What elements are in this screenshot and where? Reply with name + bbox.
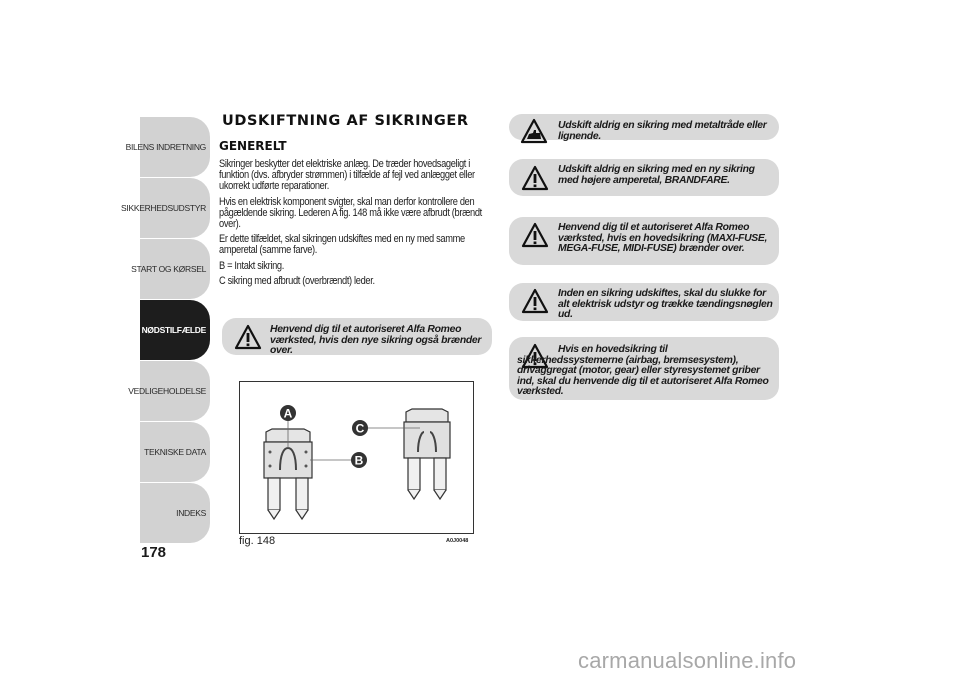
tab-label: BILENS INDRETNING: [125, 142, 206, 152]
paragraph: B = Intakt sikring.: [219, 259, 284, 272]
warning-triangle-icon: [521, 165, 549, 191]
blown-fuse: [404, 409, 450, 499]
paragraph: Sikringer beskytter det elektriske anlæg. De træder hovedsageligt i funktion (dvs. afbryder strømmen) i tilfælde af fejl ved anlægget eller ukorrekt udførte reparationer.: [219, 158, 475, 193]
tab-label: SIKKERHEDSUDSTYR: [121, 203, 206, 213]
figure-caption: fig. 148: [239, 535, 276, 547]
label-a-marker: [280, 405, 296, 421]
warning-triangle-icon: [234, 324, 262, 350]
tab-start-og-korsel[interactable]: [131, 239, 210, 299]
section-subtitle: GENERELT: [219, 139, 287, 153]
tab-sikkerhedsudstyr[interactable]: [121, 178, 210, 238]
warning-box: [509, 283, 779, 321]
label-a: A: [283, 406, 293, 421]
warning-box: [222, 318, 492, 355]
warning-text: Henvend dig til et autoriseret Alfa Romeo værksted, hvis en hovedsikring (MAXI-FUSE, MEGA-FUSE, MIDI-FUSE) brænder over.: [558, 222, 768, 255]
tab-bilens-indretning[interactable]: [125, 117, 210, 177]
label-b: B: [354, 453, 364, 468]
warning-box: [509, 217, 779, 265]
hand-warning-icon: [520, 118, 548, 144]
tab-label: TEKNISKE DATA: [144, 447, 206, 457]
page-number: 178: [141, 544, 167, 561]
fuse-figure: [239, 381, 474, 534]
warning-box: [509, 159, 779, 196]
warning-text: Udskift aldrig en sikring med metaltråde eller lignende.: [558, 120, 767, 142]
warning-triangle-icon: [521, 288, 549, 314]
label-c-marker: [352, 420, 368, 436]
tab-label: INDEKS: [176, 508, 206, 518]
figure-code: A0J0048: [446, 538, 469, 544]
warning-text: Hvis en hovedsikring til sikkerhedssystemerne (airbag, bremsesystem), drivaggregat (motor, gear) eller styresystemet griber ind, skal du henvende dig til et autoriseret Alfa Romeo værksted.: [517, 344, 769, 398]
chapter-tabs: [121, 117, 210, 544]
page-title: UDSKIFTNING AF SIKRINGER: [222, 113, 469, 129]
tab-label: START OG KØRSEL: [131, 264, 206, 274]
warning-triangle-icon: [521, 222, 549, 248]
warning-box: [509, 114, 779, 140]
warning-text: Udskift aldrig en sikring med en ny sikring med højere amperetal, BRANDFARE.: [558, 164, 755, 186]
warning-box: [509, 337, 779, 400]
watermark: carmanualsonline.info: [578, 648, 797, 673]
label-b-marker: [351, 452, 367, 468]
paragraph: Er dette tilfældet, skal sikringen udskiftes med en ny med samme amperetal (samme farve).: [219, 233, 465, 257]
fuse-illustration: [240, 382, 473, 533]
body-text: [219, 159, 499, 291]
warning-text: Inden en sikring udskiftes, skal du slukke for alt elektrisk udstyr og trække tændingsnøglen ud.: [558, 288, 773, 321]
label-c: C: [355, 421, 365, 436]
tab-label: VEDLIGEHOLDELSE: [128, 386, 206, 396]
warning-text: Henvend dig til et autoriseret Alfa Romeo værksted, hvis den nye sikring også brænder over.: [270, 324, 482, 357]
tab-indeks[interactable]: [140, 483, 210, 543]
tab-i-nodstilfaelde[interactable]: [137, 300, 210, 360]
paragraph: C sikring med afbrudt (overbrændt) leder.: [219, 274, 375, 287]
tab-label: I NØDSTILFÆLDE: [137, 325, 206, 335]
tab-vedligeholdelse[interactable]: [128, 361, 210, 421]
paragraph: Hvis en elektrisk komponent svigter, skal man derfor kontrollere den pågældende sikring. Lederen A fig. 148 må ikke være afbrudt (brændt over).: [219, 195, 482, 231]
tab-tekniske-data[interactable]: [140, 422, 210, 482]
